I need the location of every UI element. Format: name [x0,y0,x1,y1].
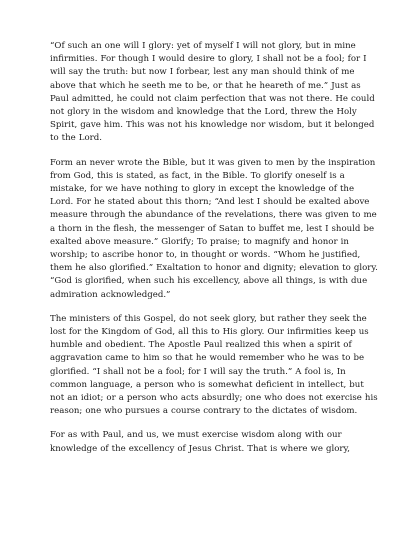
body-paragraph-4: For as with Paul, and us, we must exercise wisdom along with our knowledge of the excellency of Jesus Christ. That is where we glory, [50,430,350,454]
body-paragraph-3: The ministers of this Gospel, do not seek glory, but rather they seek the lost for the Kingdom of God, all this to His glory. Our infirmities keep us humble and obedient. The Apostle Paul realized this when a spirit of aggravation came to him so that he would remember who he was to be glorified. “I shall not be a fool; for I will say the truth.” A fool is, In common language, a person who is somewhat deficient in intellect, but not an idiot; or a person who acts absurdly; one who does not exercise his reason; one who pursues a course contrary to the dictates of wisdom. [50,313,378,417]
body-paragraph-2: Form an never wrote the Bible, but it was given to men by the inspiration from God, this is stated, as fact, in the Bible. To glorify oneself is a mistake, for we have nothing to glory in except the knowledge of the Lord. For he stated about this thorn; “And lest I should be exalted above measure through the abundance of the revelations, there was given to me a thorn in the flesh, the messenger of Satan to buffet me, lest I should be exalted above measure.” Glorify; To praise; to magnify and honor in worship; to ascribe honor to, in thought or words. “Whom he justified, them he also glorified.” Exaltation to honor and dignity; elevation to glory. “God is glorified, when such his excellency, above all things, is with due admiration acknowledged.” [50,157,378,300]
body-paragraph-1: “Of such an one will I glory: yet of myself I will not glory, but in mine infirmities. For though I would desire to glory, I shall not be a fool; for I will say the truth: but now I forbear, lest any man should think of me above that which he seeth me to be, or that he heareth of me.” Just as Paul admitted, he could not claim perfection that was not there. He could not glory in the wisdom and knowledge that the Lord, threw the Holy Spirit, gave him. This was not his knowledge nor wisdom, but it belonged to the Lord. [50,41,375,144]
